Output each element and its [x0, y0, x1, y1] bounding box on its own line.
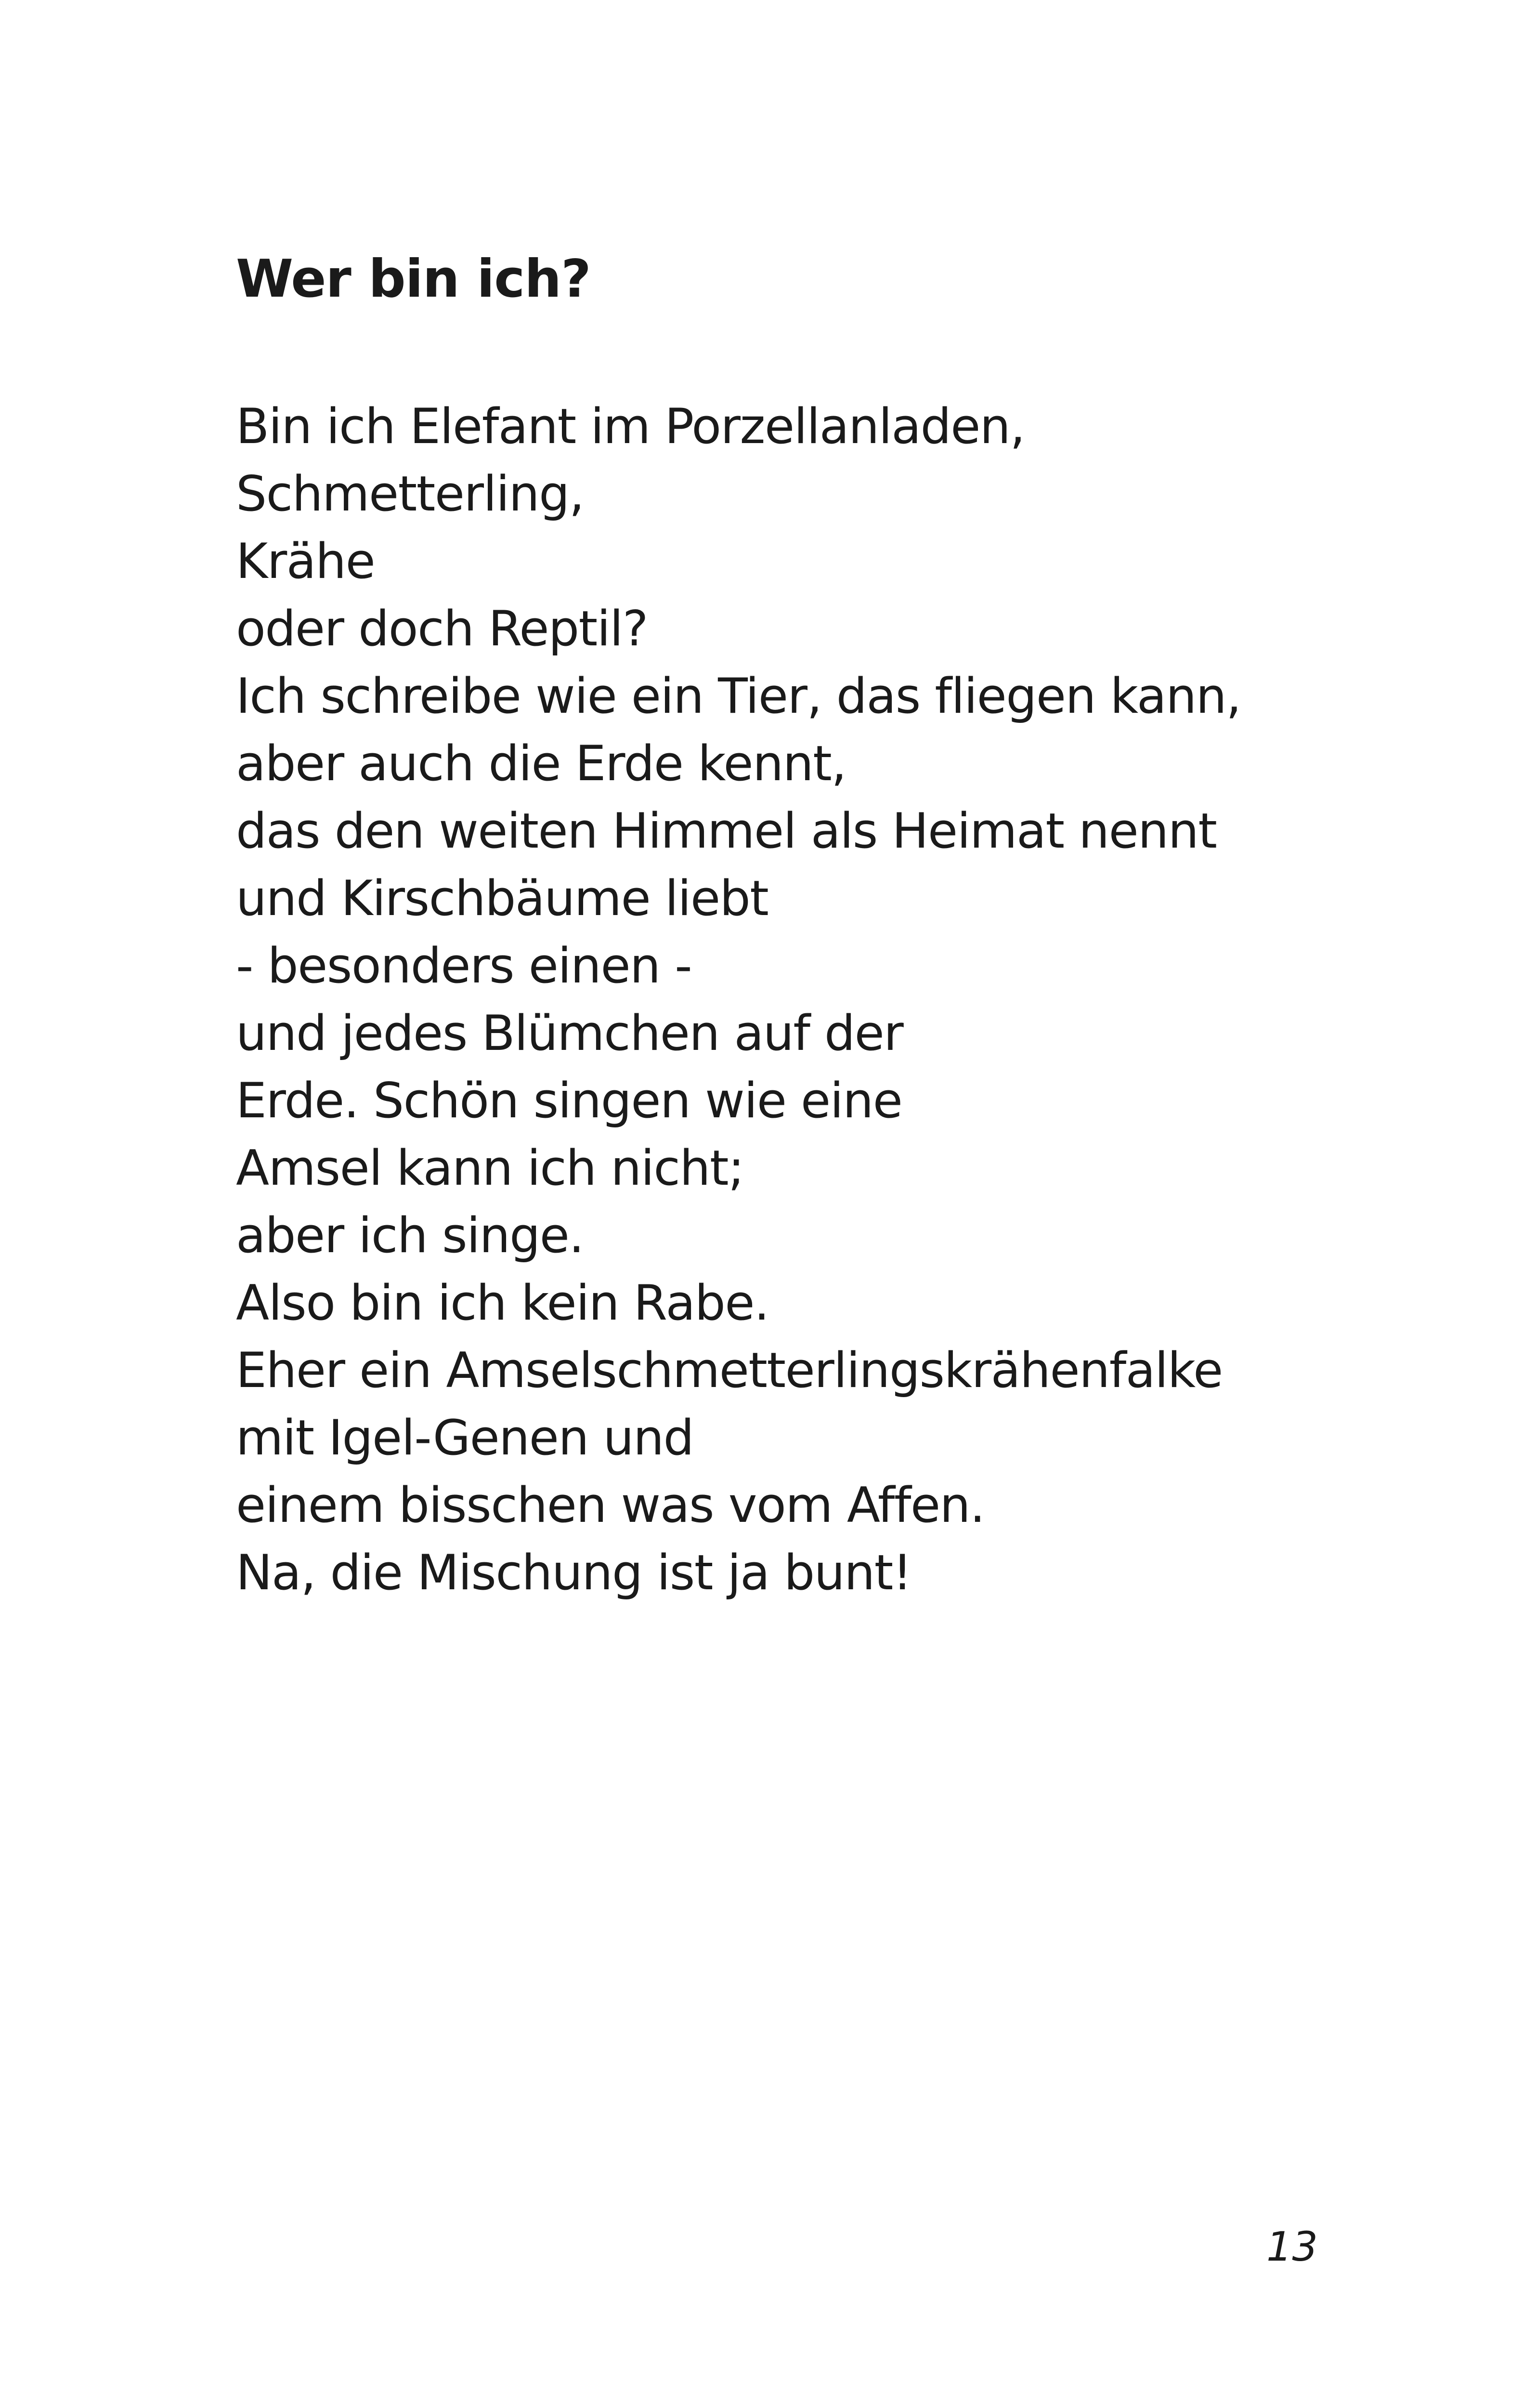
page-number: 13	[1266, 2223, 1318, 2270]
poem-line: Schmetterling,	[236, 465, 584, 522]
poem-line: Also bin ich kein Rabe.	[236, 1274, 769, 1331]
poem-line: aber ich singe.	[236, 1207, 584, 1264]
poem-line: Krähe	[236, 533, 375, 589]
poem-line: oder doch Reptil?	[236, 600, 648, 657]
poem-line: mit Igel-Genen und	[236, 1409, 694, 1466]
poem-line: Bin ich Elefant im Porzellanladen,	[236, 398, 1025, 455]
poem-line: einem bisschen was vom Affen.	[236, 1477, 985, 1533]
poem-line: Na, die Mischung ist ja bunt!	[236, 1544, 911, 1601]
poem-line: und Kirschbäume liebt	[236, 870, 768, 927]
poem-line: Eher ein Amselschmetterlingskrähenfalke	[236, 1342, 1223, 1399]
poem-line: - besonders einen -	[236, 937, 692, 994]
poem-body	[236, 393, 1241, 1606]
poem-line: Ich schreibe wie ein Tier, das fliegen kann,	[236, 667, 1241, 724]
poem-line: aber auch die Erde kennt,	[236, 735, 846, 792]
poem-title: Wer bin ich?	[236, 249, 591, 309]
poem-line: Erde. Schön singen wie eine	[236, 1072, 902, 1129]
poem-line: das den weiten Himmel als Heimat nennt	[236, 802, 1217, 859]
poem-line: und jedes Blümchen auf der	[236, 1005, 903, 1061]
poem-line: Amsel kann ich nicht;	[236, 1139, 744, 1196]
